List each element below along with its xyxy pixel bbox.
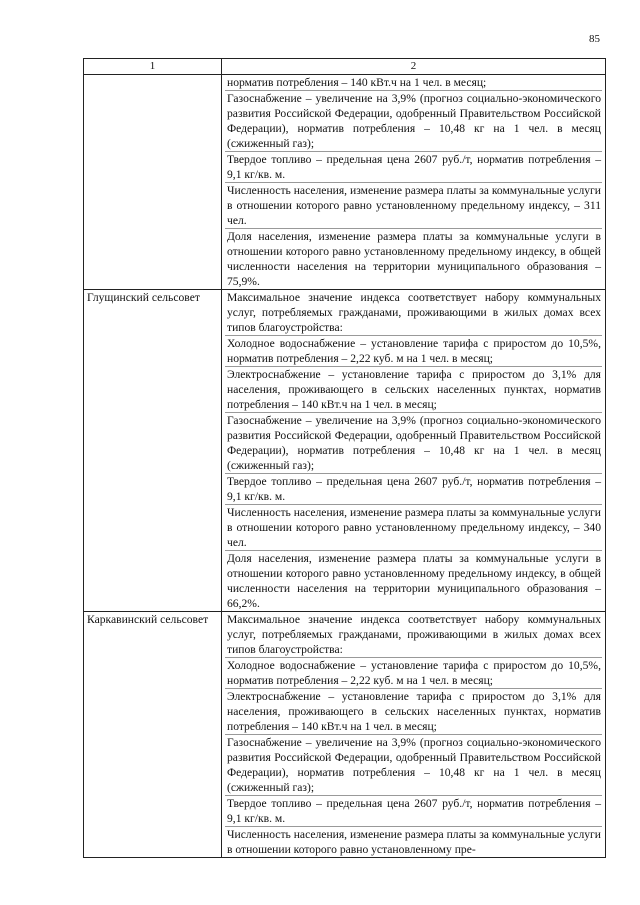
paragraph: Доля населения, изменение размера платы за коммунальные услуги в отношении которого равно установленному предельному индексу, в общей численности населения на территории муниципального образования – 66,2%. <box>227 552 601 610</box>
row-description <box>222 612 606 858</box>
table-row <box>84 290 606 612</box>
paragraph: Максимальное значение индекса соответствует набору коммунальных услуг, потребляемых гражданами, проживающими в жилых домах всех типов благоустройства: <box>227 291 601 334</box>
paragraph: Электроснабжение – установление тарифа с приростом до 3,1% для населения, проживающего в сельских населенных пунктах, норматив потребления – 140 кВт.ч на 1 чел. в месяц; <box>227 368 601 411</box>
paragraph: Численность населения, изменение размера платы за коммунальные услуги в отношении которого равно установленному пре- <box>227 828 601 856</box>
utilities-index-table <box>83 58 606 858</box>
paragraph: Холодное водоснабжение – установление тарифа с приростом до 10,5%, норматив потребления – 2,22 куб. м на 1 чел. в месяц; <box>227 659 601 687</box>
paragraph: Максимальное значение индекса соответствует набору коммунальных услуг, потребляемых гражданами, проживающими в жилых домах всех типов благоустройства: <box>227 613 601 656</box>
paragraph: Холодное водоснабжение – установление тарифа с приростом до 10,5%, норматив потребления – 2,22 куб. м на 1 чел. в месяц; <box>227 337 601 365</box>
paragraph: Твердое топливо – предельная цена 2607 руб./т, норматив потребления – 9,1 кг/кв. м. <box>227 475 601 503</box>
paragraph: Электроснабжение – установление тарифа с приростом до 3,1% для населения, проживающего в сельских населенных пунктах, норматив потребления – 140 кВт.ч на 1 чел. в месяц; <box>227 690 601 733</box>
paragraph: Газоснабжение – увеличение на 3,9% (прогноз социально-экономического развития Российской Федерации, одобренный Правительством Российской Федерации), норматив потребления – 10,48 кг на 1 чел. в месяц (сжиженный газ); <box>227 414 601 472</box>
municipality-name: Каркавинский сельсовет <box>84 612 222 858</box>
column-header-2: 2 <box>222 59 606 75</box>
page-number: 85 <box>589 33 600 45</box>
paragraph: Доля населения, изменение размера платы за коммунальные услуги в отношении которого равно установленному предельному индексу, в общей численности населения на территории муниципального образования – 75,9%. <box>227 230 601 288</box>
paragraph: Твердое топливо – предельная цена 2607 руб./т, норматив потребления – 9,1 кг/кв. м. <box>227 797 601 825</box>
paragraph: Численность населения, изменение размера платы за коммунальные услуги в отношении которого равно установленному предельному индексу, – 340 чел. <box>227 506 601 549</box>
paragraph: Газоснабжение – увеличение на 3,9% (прогноз социально-экономического развития Российской Федерации, одобренный Правительством Российской Федерации), норматив потребления – 10,48 кг на 1 чел. в месяц (сжиженный газ); <box>227 92 601 150</box>
municipality-name: Глущинский сельсовет <box>84 290 222 612</box>
municipality-name <box>84 75 222 290</box>
row-description <box>222 290 606 612</box>
paragraph: Численность населения, изменение размера платы за коммунальные услуги в отношении которого равно установленному предельному индексу, – 311 чел. <box>227 184 601 227</box>
row-description <box>222 75 606 290</box>
table-header-row <box>84 59 606 75</box>
paragraph: Твердое топливо – предельная цена 2607 руб./т, норматив потребления – 9,1 кг/кв. м. <box>227 153 601 181</box>
table-row <box>84 75 606 290</box>
column-header-1: 1 <box>84 59 222 75</box>
table-row <box>84 612 606 858</box>
paragraph: Газоснабжение – увеличение на 3,9% (прогноз социально-экономического развития Российской Федерации, одобренный Правительством Российской Федерации), норматив потребления – 10,48 кг на 1 чел. в месяц (сжиженный газ); <box>227 736 601 794</box>
paragraph: норматив потребления – 140 кВт.ч на 1 чел. в месяц; <box>227 76 487 89</box>
